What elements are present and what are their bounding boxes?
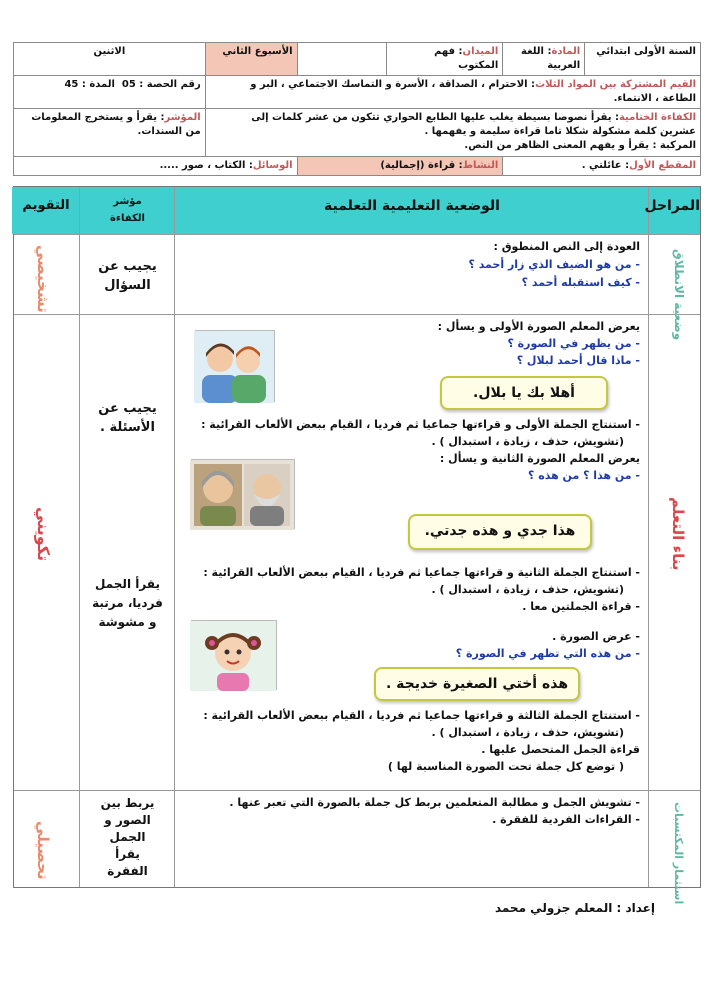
means-cell: الوسائل: الكتاب ، صور .....	[14, 157, 298, 176]
col-evaluation: التقويم	[22, 198, 70, 213]
eval-summative: تحصيلي	[34, 821, 52, 880]
lesson-table	[13, 186, 701, 905]
launch-content: العودة إلى النص المنطوق : - من هو الضيف الذي زار أحمد ؟ - كيف استقبله أحمد ؟	[468, 240, 640, 289]
prepared-by: إعداد : المعلم جزولي محمد	[494, 901, 655, 915]
empty-cell	[297, 43, 387, 76]
indicator-cell: المؤشر: يقرأ و يستخرج المعلومات من السندات.	[14, 109, 206, 157]
indicator-launch: يجيب عن السؤال	[98, 259, 157, 293]
eval-diagnostic: تشخيصي	[34, 245, 52, 313]
sentence-1: أهلا بك يا بلال.	[440, 376, 608, 410]
col-stages: المراحل	[644, 198, 700, 214]
values-cell: القيم المشتركة بين المواد الثلاث: الاحترام ، الصداقة ، الأسرة و التماسك الاجتماعي ، البر و الطاعة ، الانتماء.	[205, 76, 700, 109]
subject-cell: المادة: اللغة العربية	[503, 43, 585, 76]
indicator-invest: يربط بين الصور و الجمل يقرأ الفقرة	[100, 796, 155, 878]
week-cell: الأسبوع الثاني	[205, 43, 297, 76]
stage-launch: وضعية الانطلاق	[672, 249, 686, 341]
day-cell: الاثنين	[14, 43, 206, 76]
header-table	[13, 42, 701, 176]
activity-cell: النشاط: قراءة (إجمالية)	[297, 157, 503, 176]
stage-build: بناء التعلم	[669, 497, 687, 571]
sentence-3: هذه أختي الصغيرة خديجة .	[374, 667, 580, 701]
sentence-2: هذا جدي و هذه جدتي.	[408, 514, 592, 550]
invest-content: - تشويش الجمل و مطالبة المتعلمين بربط كل جملة بالصورة التي تعبر عنها . - القراءات الفردية للفقرة .	[229, 796, 640, 826]
domain-cell: الميدان: فهم المكتوب	[387, 43, 503, 76]
indicator-build-1: يجيب عن الأسئلة .	[98, 401, 157, 435]
segment-cell: المقطع الأول: عائلتي .	[503, 157, 701, 176]
build-content: يعرض المعلم الصورة الأولى و يسأل : - من يظهر في الصورة ؟ - ماذا قال أحمد لبلال ؟ أهلا بك يا بلال. - استنتاج الجملة الأولى و قراءتها جماعيا ثم فرديا ، القيام ببعض الألعاب القرائية : (تشويش، حذف ، زيادة ، استبدال ) . يعرض المعلم الصورة الثانية و يسأل : - من هذا ؟ من هذه ؟ هذا جدي و هذه جدتي. - استنتاج الجملة الثانية و قراءتها جماعيا ثم فرديا ، القيام ببعض الألعاب القرائية : (تشويش، حذف ، زيادة ، استبدال ) . - قراءة الجملتين معا . - عرض الصورة . - من هذه التي تظهر في الصورة ؟ هذه أختي الصغيرة خديجة . - استنتاج الجملة الثالثة و قراءتها جماعيا ثم فرديا ، القيام ببعض الألعاب القرائية : (تشويش، حذف ، زيادة ، استبدال ) . قراءة الجمل المتحصل عليها . ( توضع كل جملة تحت الصورة المناسبة لها )	[201, 320, 640, 773]
col-situation: الوضعية التعليمية التعلمية	[324, 198, 500, 214]
competence-cell: الكفاءة الختامية: يقرأ نصوصا بسيطة يغلب عليها الطابع الحواري تتكون من عشر كلمات إلى عشرين كلمة مشكولة شكلا تاما قراءة سليمة و يفهمها . المركبة : يقرأ و يفهم المعنى الظاهر من النص.	[205, 109, 700, 157]
indicator-build-2: يقرأ الجمل فرديا، مرتبة و مشوشة	[92, 577, 163, 629]
session-cell: رقم الحصة : 05 المدة : 45	[14, 76, 206, 109]
eval-formative: تكويني	[34, 507, 53, 562]
level-cell: السنة الأولى ابتدائي	[585, 43, 701, 76]
stage-invest: استثمار المكتسبات	[672, 802, 685, 905]
col-indicators: مؤشر الكفاءة	[110, 196, 145, 224]
